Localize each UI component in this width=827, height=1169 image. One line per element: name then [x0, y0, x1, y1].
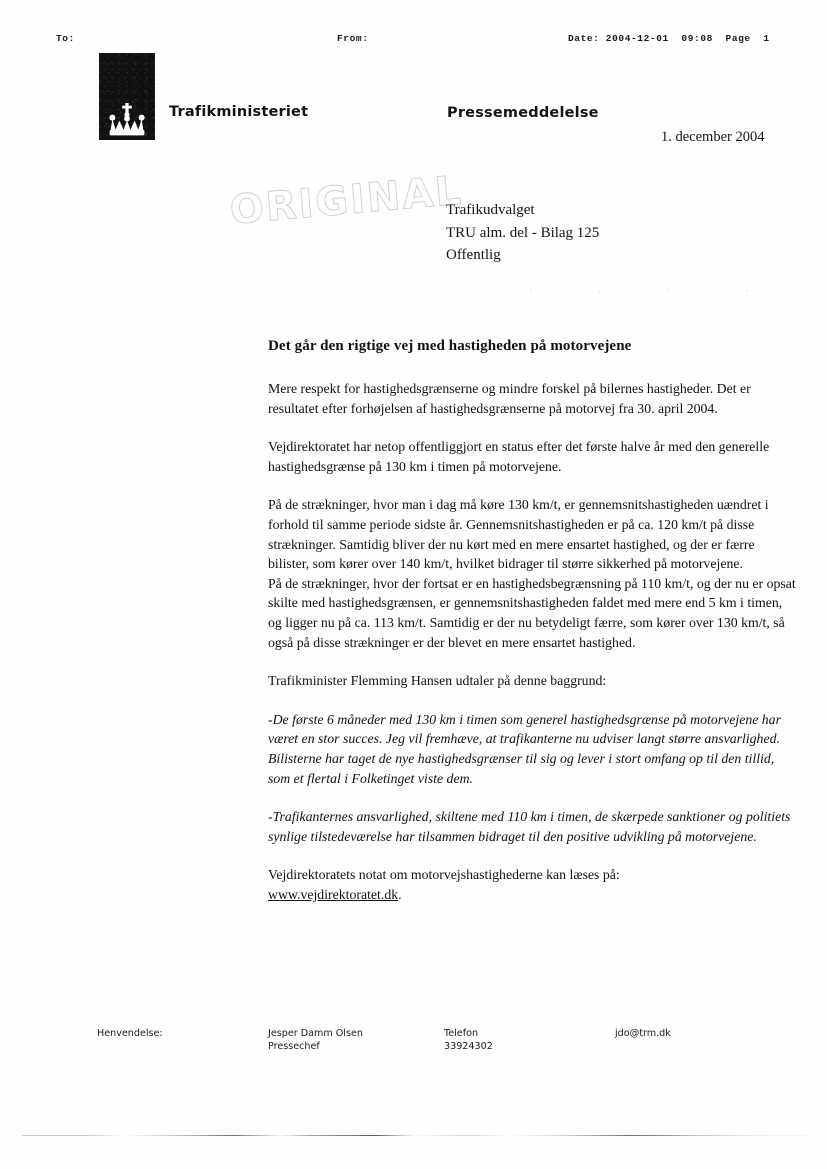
- contact-name: Jesper Damm Olsen: [268, 1028, 363, 1039]
- body-paragraph: Vejdirektoratet har netop offentliggjort en status efter det første halve år med den generelle hastighedsgrænse på 130 km i timen på motorvejene.: [268, 439, 770, 474]
- phone-label: Telefon: [444, 1028, 479, 1039]
- minister-quote: -Trafikanternes ansvarlighed, skiltene med 110 km i timen, de skærpede sanktioner og politiets synlige tilstedeværelse har tilsammen bidraget til den positive udvikling på motorvejene.: [268, 809, 791, 844]
- scan-line-artifact: [22, 1135, 807, 1136]
- fax-from-label: From:: [337, 33, 369, 44]
- closing-text: Vejdirektoratets notat om motorvejshastighederne kan læses på:: [268, 867, 620, 883]
- recipient-line-1: Trafikudvalget: [446, 202, 535, 218]
- original-stamp-text: ORIGINAL: [228, 167, 465, 234]
- fax-date-page-label: Date: 2004-12-01 09:08 Page 1: [568, 33, 770, 44]
- fax-to-label: To:: [56, 33, 75, 44]
- scan-speckle-artifact: [430, 286, 790, 296]
- recipient-line-3: Offentlig: [446, 247, 501, 263]
- ministry-name: Trafikministeriet: [169, 104, 309, 120]
- contact-role: Pressechef: [268, 1040, 320, 1052]
- document-type-heading: Pressemeddelelse: [447, 105, 599, 121]
- body-paragraph: På de strækninger, hvor der fortsat er en hastighedsbegrænsning på 110 km/t, og der nu er opsat skilte med hastighedsgrænsen, er gennemsnitshastigheden faldet med mere end 5 km i timen, og ligger nu på ca. 113 km/t. Samtidig er der nu betydeligt færre, som kører over 130 km/t, så også på disse strækninger er der blevet en mere ensartet hastighed.: [268, 575, 796, 650]
- recipient-line-2: TRU alm. del - Bilag 125: [446, 224, 600, 241]
- recipient-block: [446, 199, 599, 267]
- henvendelse-label: Henvendelse:: [97, 1028, 163, 1039]
- vejdirektoratet-link[interactable]: www.vejdirektoratet.dk: [268, 886, 399, 902]
- original-stamp: [228, 167, 465, 256]
- minister-quote: -De første 6 måneder med 130 km i timen som generel hastighedsgrænse på motorvejene har været en stor succes. Jeg vil fremhæve, at trafikanterne nu udviser langt større ansvarlighed. Bilisterne har taget de nye hastighedsgrænser til sig og lever i stort omfang op til den tillid, som et flertal i Folketinget viste dem.: [268, 711, 781, 786]
- phone-number: 33924302: [444, 1040, 493, 1052]
- minister-attribution: Trafikminister Flemming Hansen udtaler på denne baggrund:: [268, 673, 607, 689]
- ministry-logo: [99, 53, 155, 140]
- closing-link-period: .: [398, 886, 402, 902]
- closing-paragraph: [268, 865, 796, 904]
- footer-phone: [444, 1028, 493, 1053]
- footer-contact-label: [97, 1028, 163, 1041]
- page-title: Det går den rigtige vej med hastigheden på motorvejene: [268, 338, 632, 354]
- document-body: [268, 336, 796, 923]
- fax-transmission-header: [0, 33, 827, 49]
- contact-email: jdo@trm.dk: [615, 1028, 671, 1039]
- footer-email: [615, 1028, 671, 1041]
- body-paragraph: Mere respekt for hastighedsgrænserne og mindre forskel på bilernes hastigheder. Det er resultatet efter forhøjelsen af hastighedsgrænserne på motorvej fra 30. april 2004.: [268, 381, 751, 416]
- footer-contact-person: [268, 1028, 363, 1053]
- royal-crown-icon: [107, 103, 147, 137]
- letter-date: 1. december 2004: [661, 129, 765, 145]
- body-paragraph: På de strækninger, hvor man i dag må køre 130 km/t, er gennemsnitshastigheden uændret i forhold til samme periode sidste år. Gennemsnitshastigheden er på ca. 120 km/t på disse strækninger. Samtidig bliver der nu kørt med en mere ensartet hastighed, og der er færre bilister, som kører over 140 km/t, hvilket bidrager til større sikkerhed på motorvejene.: [268, 497, 769, 572]
